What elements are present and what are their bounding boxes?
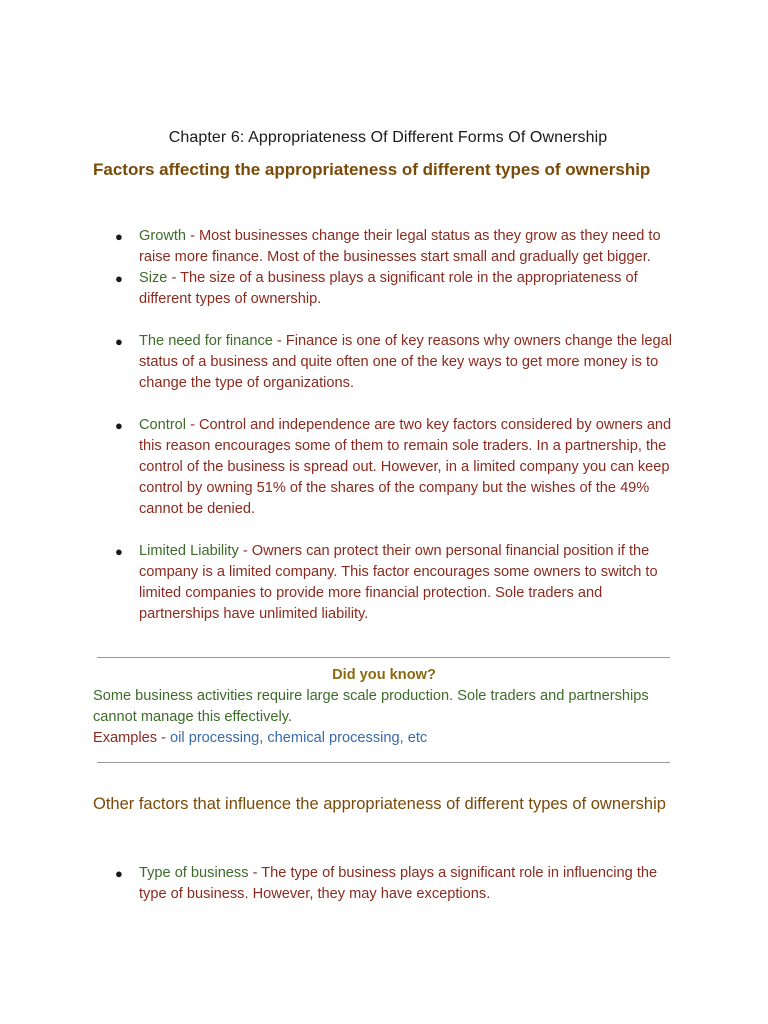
term-label: Growth bbox=[139, 228, 187, 244]
bullet-icon: ● bbox=[115, 271, 123, 286]
item-text: - Finance is one of key reasons why owners change the legal status of a business and quite often one of the key ways to get more money is to change the type of organizations. bbox=[139, 333, 672, 391]
bullet-icon: ● bbox=[115, 544, 123, 559]
bullet-icon: ● bbox=[115, 418, 123, 433]
term-label: Size bbox=[139, 270, 168, 286]
bullet-icon: ● bbox=[115, 334, 123, 349]
list-item-size bbox=[93, 268, 683, 310]
item-text: - The size of a business plays a significant role in the appropriateness of different types of ownership. bbox=[139, 270, 638, 307]
section-heading-other-factors: Other factors that influence the appropriateness of different types of ownership bbox=[93, 795, 666, 813]
term-label: Type of business bbox=[139, 865, 249, 881]
chapter-title: Chapter 6: Appropriateness Of Different Forms Of Ownership bbox=[168, 129, 608, 146]
item-text: - Control and independence are two key factors considered by owners and this reason encourages some of them to remain sole traders. In a partnership, the control of the business is spread out. However, in a limited company you can keep control by owning 51% of the shares of the company but the wishes of the 49% cannot be denied. bbox=[139, 417, 672, 517]
divider-bottom bbox=[97, 762, 670, 763]
bullet-icon: ● bbox=[115, 229, 123, 244]
list-item-growth bbox=[93, 226, 683, 268]
term-label: Control bbox=[139, 417, 187, 433]
bullet-icon: ● bbox=[115, 866, 123, 881]
list-item-control bbox=[93, 415, 683, 520]
list-item-limited-liability bbox=[93, 541, 683, 625]
term-label: The need for finance bbox=[139, 333, 273, 349]
examples-text: oil processing, chemical processing, etc bbox=[170, 730, 428, 746]
list-item-type-of-business bbox=[93, 863, 683, 905]
item-text: - Most businesses change their legal status as they grow as they need to raise more finance. Most of the businesses start small and gradually get bigger. bbox=[139, 228, 661, 265]
divider-top bbox=[97, 657, 670, 658]
other-factors-list bbox=[93, 863, 683, 905]
item-text: - Owners can protect their own personal financial position if the company is a limited company. This factor encourages some owners to switch to limited companies to provide more financial protection. Sole traders and partnerships have unlimited liability. bbox=[139, 543, 658, 622]
did-you-know-title: Did you know? bbox=[332, 667, 436, 683]
examples-label: Examples - bbox=[93, 730, 171, 746]
factors-list bbox=[93, 226, 683, 625]
item-text: - The type of business plays a significant role in influencing the type of business. However, they may have exceptions. bbox=[139, 865, 658, 902]
did-you-know-examples bbox=[93, 728, 673, 749]
section-heading-factors: Factors affecting the appropriateness of different types of ownership bbox=[93, 160, 651, 179]
did-you-know-body: Some business activities require large scale production. Sole traders and partnerships cannot manage this effectively. bbox=[93, 688, 649, 725]
term-label: Limited Liability bbox=[139, 543, 239, 559]
list-item-need-for-finance bbox=[93, 331, 683, 394]
